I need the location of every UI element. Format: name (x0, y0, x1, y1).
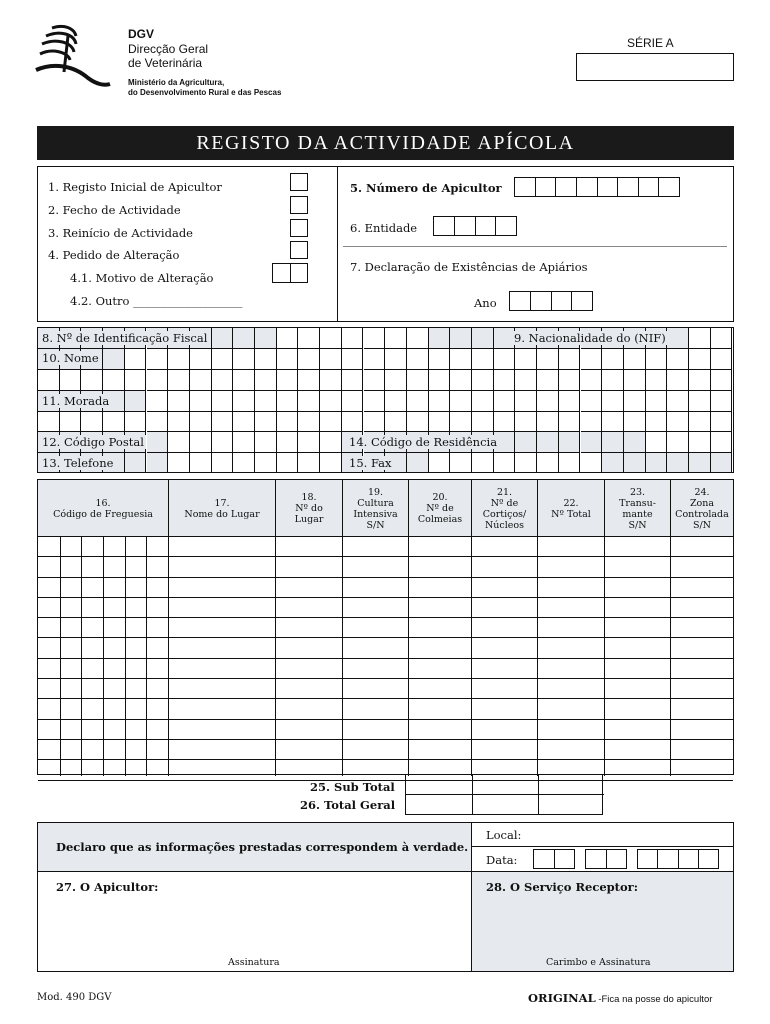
table-row[interactable] (38, 720, 733, 740)
grid-input-cell[interactable] (277, 412, 299, 432)
grid-input-cell[interactable] (472, 349, 494, 370)
form-title (37, 126, 734, 160)
item-1-label: 1. Registo Inicial de Apicultor (48, 180, 222, 194)
grid-input-cell[interactable] (190, 370, 212, 391)
grid-input-cell[interactable] (711, 391, 733, 412)
grid-input-cell[interactable] (364, 391, 386, 412)
grid-input-cell[interactable] (450, 453, 472, 473)
grid-input-cell[interactable] (559, 349, 581, 370)
grid-input-cell[interactable] (494, 370, 516, 391)
f6-divider (343, 246, 727, 247)
grid-input-cell[interactable] (385, 391, 407, 412)
grid-input-cell[interactable] (255, 349, 277, 370)
f7-label: 7. Declaração de Existências de Apiários (350, 260, 588, 274)
item-4-label: 4. Pedido de Alteração (48, 248, 180, 262)
column-header-20: 20. Nº de Colmeias (408, 480, 471, 537)
grid-input-cell[interactable] (298, 412, 320, 432)
grid-input-cell[interactable] (277, 453, 299, 473)
f6-label: 6. Entidade (350, 221, 418, 235)
form-title-text: REGISTO DA ACTIVIDADE APÍCOLA (196, 131, 575, 154)
grid-input-cell[interactable] (125, 412, 147, 432)
grid-label-cell (624, 432, 646, 453)
item-3-checkbox[interactable] (290, 219, 308, 237)
table-row[interactable] (38, 659, 733, 679)
ministry-line2: do Desenvolvimento Rural e das Pescas (128, 88, 282, 97)
f5-label: 5. Número de Apicultor (350, 181, 502, 195)
date-year-field[interactable] (637, 849, 719, 869)
grid-input-cell[interactable] (190, 391, 212, 412)
grid-label-cell (147, 453, 169, 473)
f15-label: 15. Fax (349, 456, 392, 470)
grid-input-cell[interactable] (624, 349, 646, 370)
grid-label-cell (429, 328, 451, 349)
f8-label: 8. Nº de Identificação Fiscal (42, 331, 208, 345)
item-2-label: 2. Fecho de Actividade (48, 203, 181, 217)
grid-input-cell[interactable] (190, 432, 212, 453)
grid-input-cell[interactable] (320, 370, 342, 391)
grid-input-cell[interactable] (103, 412, 125, 432)
grid-input-cell[interactable] (233, 370, 255, 391)
f14-label: 14. Código de Residência (349, 435, 498, 449)
grid-input-cell[interactable] (472, 453, 494, 473)
table-row[interactable] (38, 557, 733, 577)
grid-input-cell[interactable] (537, 391, 559, 412)
org-line2: de Veterinária (128, 56, 203, 70)
grid-input-cell[interactable] (212, 432, 234, 453)
grid-input-cell[interactable] (602, 391, 624, 412)
grid-input-cell[interactable] (711, 432, 733, 453)
grid-input-cell[interactable] (255, 391, 277, 412)
grid-input-cell[interactable] (81, 370, 103, 391)
grid-input-cell[interactable] (255, 412, 277, 432)
grid-input-cell[interactable] (277, 391, 299, 412)
grid-input-cell[interactable] (147, 391, 169, 412)
grid-input-cell[interactable] (559, 370, 581, 391)
grid-input-cell[interactable] (320, 412, 342, 432)
grid-input-cell[interactable] (233, 453, 255, 473)
column-header-21: 21. Nº de Cortiços/ Núcleos (471, 480, 537, 537)
original-note-text: -Fica na posse do apicultor (595, 994, 713, 1005)
local-label: Local: (486, 828, 522, 842)
grid-input-cell[interactable] (581, 370, 603, 391)
grid-input-cell[interactable] (711, 328, 733, 349)
grid-input-cell[interactable] (125, 349, 147, 370)
table-row[interactable] (38, 618, 733, 638)
grid-input-cell[interactable] (602, 370, 624, 391)
org-short: DGV (128, 27, 155, 41)
grid-input-cell[interactable] (212, 391, 234, 412)
grid-input-cell[interactable] (233, 349, 255, 370)
grid-label-cell (667, 328, 689, 349)
column-header-24: 24. Zona Controlada S/N (670, 480, 733, 537)
column-header-19: 19. Cultura Intensiva S/N (342, 480, 408, 537)
grid-input-cell[interactable] (537, 370, 559, 391)
grid-input-cell[interactable] (667, 391, 689, 412)
f10-label: 10. Nome (42, 351, 99, 365)
grid-label-cell (711, 453, 733, 473)
f9-label: 9. Nacionalidade do (NIF) (514, 331, 666, 345)
grid-input-cell[interactable] (38, 370, 60, 391)
f5-field[interactable] (514, 177, 680, 197)
grid-input-cell[interactable] (646, 432, 668, 453)
grid-input-cell[interactable] (494, 453, 516, 473)
grid-input-cell[interactable] (559, 412, 581, 432)
section-a-divider (337, 166, 338, 322)
item-4-checkbox[interactable] (290, 241, 308, 259)
grid-input-cell[interactable] (385, 349, 407, 370)
item-41-label: 4.1. Motivo de Alteração (70, 271, 214, 285)
grid-input-cell[interactable] (168, 349, 190, 370)
grid-label-cell (103, 349, 125, 370)
grid-input-cell[interactable] (515, 412, 537, 432)
grid-input-cell[interactable] (646, 349, 668, 370)
grid-input-cell[interactable] (277, 370, 299, 391)
table-row[interactable] (38, 679, 733, 699)
grid-input-cell[interactable] (364, 328, 386, 349)
grid-input-cell[interactable] (667, 349, 689, 370)
grid-input-cell[interactable] (407, 349, 429, 370)
grid-label-cell (667, 453, 689, 473)
grid-input-cell[interactable] (581, 453, 603, 473)
serie-field[interactable] (576, 53, 734, 81)
grid-input-cell[interactable] (342, 370, 364, 391)
item-41-field[interactable] (272, 263, 308, 283)
grid-input-cell[interactable] (255, 453, 277, 473)
grid-input-cell[interactable] (212, 370, 234, 391)
grid-input-cell[interactable] (168, 391, 190, 412)
declaration-text: Declaro que as informações prestadas correspondem à verdade. (56, 840, 469, 854)
org-line1: Direcção Geral (128, 42, 209, 56)
grid-input-cell[interactable] (646, 391, 668, 412)
grid-input-cell[interactable] (147, 349, 169, 370)
grid-input-cell[interactable] (168, 432, 190, 453)
table-row[interactable] (38, 760, 733, 780)
grid-input-cell[interactable] (407, 370, 429, 391)
grid-label-cell (515, 432, 537, 453)
grid-input-cell[interactable] (81, 412, 103, 432)
ministry-line1: Ministério da Agricultura, (128, 78, 225, 87)
item-2-checkbox[interactable] (290, 196, 308, 214)
grid-input-cell[interactable] (537, 349, 559, 370)
f12-label: 12. Código Postal (42, 435, 144, 449)
grid-input-cell[interactable] (168, 412, 190, 432)
grid-input-cell[interactable] (646, 370, 668, 391)
grid-input-cell[interactable] (233, 391, 255, 412)
grid-input-cell[interactable] (38, 412, 60, 432)
grid-input-cell[interactable] (212, 453, 234, 473)
grid-input-cell[interactable] (494, 349, 516, 370)
f6-field[interactable] (433, 216, 517, 236)
grid-input-cell[interactable] (364, 412, 386, 432)
grid-input-cell[interactable] (385, 370, 407, 391)
date-month-field[interactable] (585, 849, 627, 869)
table-row[interactable] (38, 578, 733, 598)
grid-input-cell[interactable] (624, 370, 646, 391)
model-code: Mod. 490 DGV (37, 992, 112, 1003)
grid-input-cell[interactable] (494, 412, 516, 432)
grid-input-cell[interactable] (298, 391, 320, 412)
grid-input-cell[interactable] (711, 370, 733, 391)
grid-input-cell[interactable] (667, 370, 689, 391)
grid-input-cell[interactable] (450, 391, 472, 412)
grid-input-cell[interactable] (385, 328, 407, 349)
grid-input-cell[interactable] (559, 391, 581, 412)
grid-input-cell[interactable] (646, 412, 668, 432)
grid-input-cell[interactable] (385, 412, 407, 432)
grid-input-cell[interactable] (429, 349, 451, 370)
grid-input-cell[interactable] (450, 349, 472, 370)
grid-label-cell (602, 432, 624, 453)
f11-label: 11. Morada (42, 394, 110, 408)
grid-input-cell[interactable] (298, 349, 320, 370)
grid-input-cell[interactable] (689, 349, 711, 370)
grid-input-cell[interactable] (559, 453, 581, 473)
original-label: ORIGINAL (528, 991, 596, 1005)
grid-input-cell[interactable] (168, 370, 190, 391)
grid-input-cell[interactable] (450, 412, 472, 432)
grid-label-cell (407, 453, 429, 473)
apicultor-signature-area[interactable] (40, 898, 468, 954)
f28-label: 28. O Serviço Receptor: (486, 880, 638, 894)
grid-input-cell[interactable] (342, 391, 364, 412)
grid-input-cell[interactable] (147, 412, 169, 432)
grid-input-cell[interactable] (429, 412, 451, 432)
grid-input-cell[interactable] (515, 453, 537, 473)
grid-input-cell[interactable] (667, 412, 689, 432)
grid-input-cell[interactable] (537, 453, 559, 473)
table-row[interactable] (38, 740, 733, 760)
grid-input-cell[interactable] (212, 349, 234, 370)
grid-input-cell[interactable] (515, 349, 537, 370)
f27-label: 27. O Apicultor: (56, 880, 159, 894)
grid-label-cell (125, 391, 147, 412)
grid-label-cell (689, 453, 711, 473)
grid-input-cell[interactable] (364, 370, 386, 391)
grid-input-cell[interactable] (298, 328, 320, 349)
grid-input-cell[interactable] (472, 412, 494, 432)
grid-input-cell[interactable] (624, 412, 646, 432)
grid-input-cell[interactable] (277, 328, 299, 349)
data-label: Data: (486, 853, 518, 867)
grid-input-cell[interactable] (233, 412, 255, 432)
ano-label: Ano (474, 296, 497, 310)
grid-input-cell[interactable] (624, 391, 646, 412)
grid-input-cell[interactable] (298, 370, 320, 391)
grid-input-cell[interactable] (515, 391, 537, 412)
grid-input-cell[interactable] (255, 370, 277, 391)
grid-input-cell[interactable] (320, 328, 342, 349)
grid-input-cell[interactable] (320, 391, 342, 412)
grid-input-cell[interactable] (298, 453, 320, 473)
grid-input-cell[interactable] (602, 349, 624, 370)
grid-input-cell[interactable] (60, 412, 82, 432)
grid-input-cell[interactable] (515, 370, 537, 391)
table-row[interactable] (38, 537, 733, 557)
grid-input-cell[interactable] (429, 453, 451, 473)
grid-input-cell[interactable] (472, 370, 494, 391)
date-day-field[interactable] (533, 849, 575, 869)
grid-label-cell (255, 328, 277, 349)
grid-label-cell (450, 328, 472, 349)
grid-input-cell[interactable] (450, 370, 472, 391)
grid-input-cell[interactable] (190, 453, 212, 473)
grid-input-cell[interactable] (103, 370, 125, 391)
serie-label: SÉRIE A (627, 36, 674, 50)
grid-label-cell (537, 432, 559, 453)
grid-input-cell[interactable] (689, 412, 711, 432)
grid-input-cell[interactable] (277, 349, 299, 370)
grid-input-cell[interactable] (689, 328, 711, 349)
grid-label-cell (624, 453, 646, 473)
grid-label-cell (646, 453, 668, 473)
grid-input-cell[interactable] (342, 412, 364, 432)
grid-input-cell[interactable] (407, 328, 429, 349)
grid-input-cell[interactable] (429, 370, 451, 391)
grid-input-cell[interactable] (689, 391, 711, 412)
identification-grid (37, 327, 734, 473)
apiary-table (37, 479, 734, 775)
grid-input-cell[interactable] (581, 349, 603, 370)
column-header-16: 16. Código de Freguesia (53, 497, 153, 520)
grid-input-cell[interactable] (320, 349, 342, 370)
dgv-logo (34, 22, 112, 94)
grid-input-cell[interactable] (407, 412, 429, 432)
table-row[interactable] (38, 639, 733, 659)
grid-input-cell[interactable] (190, 349, 212, 370)
item-42-label: 4.2. Outro ___________________ (70, 294, 243, 308)
grid-label-cell (602, 453, 624, 473)
grid-input-cell[interactable] (320, 453, 342, 473)
sign1-label: Assinatura (228, 957, 280, 968)
grid-input-cell[interactable] (255, 432, 277, 453)
grid-input-cell[interactable] (581, 391, 603, 412)
table-row[interactable] (38, 598, 733, 618)
grid-label-cell (147, 432, 169, 453)
grid-input-cell[interactable] (277, 432, 299, 453)
grid-input-cell[interactable] (537, 412, 559, 432)
grid-input-cell[interactable] (168, 453, 190, 473)
grid-input-cell[interactable] (342, 349, 364, 370)
grid-label-cell (233, 328, 255, 349)
grid-input-cell[interactable] (320, 432, 342, 453)
grid-label-cell (559, 432, 581, 453)
original-note (528, 991, 712, 1005)
grid-input-cell[interactable] (494, 391, 516, 412)
grid-input-cell[interactable] (602, 412, 624, 432)
grid-input-cell[interactable] (711, 349, 733, 370)
grid-input-cell[interactable] (429, 391, 451, 412)
grid-label-cell (472, 328, 494, 349)
grid-input-cell[interactable] (298, 432, 320, 453)
item-1-checkbox[interactable] (290, 173, 308, 191)
total-label: 26. Total Geral (300, 798, 396, 812)
column-header-18: 18. Nº do Lugar (275, 480, 342, 537)
sign2-label: Carimbo e Assinatura (546, 957, 651, 968)
grid-input-cell[interactable] (689, 432, 711, 453)
grid-input-cell[interactable] (689, 370, 711, 391)
grid-input-cell[interactable] (472, 391, 494, 412)
grid-input-cell[interactable] (233, 432, 255, 453)
grid-input-cell[interactable] (342, 328, 364, 349)
grid-label-cell (581, 432, 603, 453)
column-header-22: 22. Nº Total (537, 480, 604, 537)
subtotal-label: 25. Sub Total (310, 780, 395, 794)
grid-input-cell[interactable] (581, 412, 603, 432)
grid-input-cell[interactable] (212, 412, 234, 432)
column-header-17: 17. Nome do Lugar (168, 480, 275, 537)
grid-input-cell[interactable] (190, 412, 212, 432)
grid-input-cell[interactable] (60, 370, 82, 391)
f13-label: 13. Telefone (42, 456, 114, 470)
item-3-label: 3. Reinício de Actividade (48, 226, 193, 240)
column-header-23: 23. Transu- mante S/N (604, 480, 670, 537)
table-row[interactable] (38, 699, 733, 719)
subtotal-fields[interactable] (405, 775, 603, 815)
grid-label-cell (212, 328, 234, 349)
grid-input-cell[interactable] (407, 391, 429, 412)
ano-field[interactable] (509, 291, 593, 311)
grid-input-cell[interactable] (711, 412, 733, 432)
grid-input-cell[interactable] (364, 349, 386, 370)
grid-label-cell (125, 453, 147, 473)
grid-input-cell[interactable] (667, 432, 689, 453)
grid-input-cell[interactable] (125, 370, 147, 391)
grid-input-cell[interactable] (147, 370, 169, 391)
